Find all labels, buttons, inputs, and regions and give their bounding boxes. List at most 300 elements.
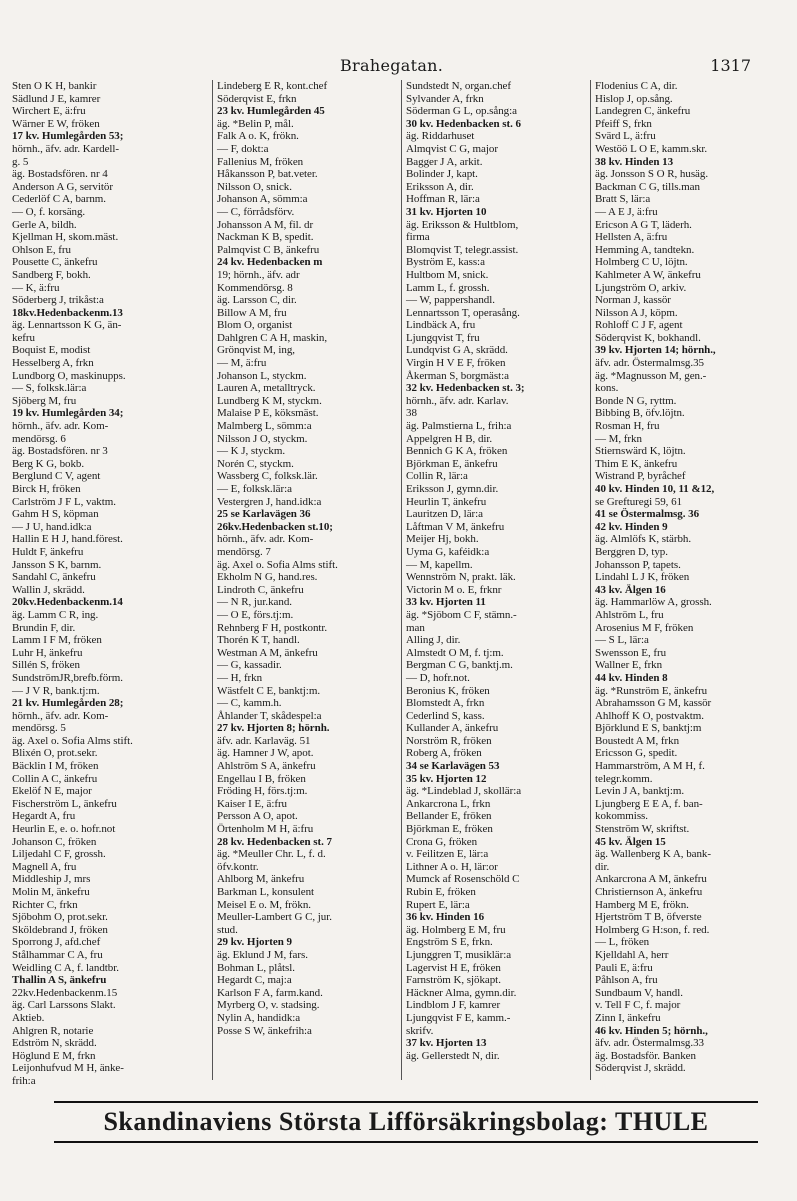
block-heading: 41 se Östermalmsg. 36 bbox=[595, 508, 700, 521]
directory-entry: Hoffman R, lär:a bbox=[406, 193, 480, 206]
directory-entry: mendörsg. 5 bbox=[12, 722, 66, 735]
directory-entry: Johansson P, tapets. bbox=[595, 558, 681, 571]
directory-entry: äg. Hamner J W, apot. bbox=[217, 747, 314, 760]
directory-entry: Björkman E, fröken bbox=[406, 823, 493, 836]
directory-entry: Gahm H S, köpman bbox=[12, 508, 99, 521]
directory-entry: Alling J, dir. bbox=[406, 634, 461, 647]
directory-entry: Jansson S K, barnm. bbox=[12, 558, 102, 571]
directory-entry: Bergman C G, banktj.m. bbox=[406, 659, 513, 672]
directory-entry: äg. Eriksson & Hultblom, bbox=[406, 218, 519, 231]
directory-entry: Lamm I F M, fröken bbox=[12, 634, 102, 647]
directory-entry: Billow A M, fru bbox=[217, 306, 287, 319]
directory-entry: Eriksson A, dir. bbox=[406, 180, 474, 193]
directory-entry: stud. bbox=[217, 923, 238, 936]
directory-entry: äg. Axel o. Sofia Alms stift. bbox=[217, 558, 338, 571]
directory-entry: firma bbox=[406, 231, 430, 244]
directory-entry: Pauli E, ä:fru bbox=[595, 961, 653, 974]
directory-entry: Ahlström S A, änkefru bbox=[217, 760, 316, 773]
directory-entry: Wirchert E, ä:fru bbox=[12, 105, 86, 118]
directory-entry: Hegardt C, maj:a bbox=[217, 974, 292, 987]
directory-entry: äg. Jonsson S O R, husäg. bbox=[595, 168, 709, 181]
directory-entry: äg. *Belin P, mål. bbox=[217, 117, 294, 130]
directory-entry: Låftman V M, änkefru bbox=[406, 520, 505, 533]
directory-entry: — J V R, bank.tj:m. bbox=[12, 684, 100, 697]
directory-entry: Anderson A G, servitör bbox=[12, 180, 113, 193]
directory-entry: Lithner A o. H, lär:or bbox=[406, 860, 498, 873]
directory-entry: Ohlson E, fru bbox=[12, 243, 71, 256]
directory-entry: äg. Bostadsfören. nr 4 bbox=[12, 168, 108, 181]
directory-entry: Wallner E, frkn bbox=[595, 659, 663, 672]
directory-entry: Ljunggren T, musiklär:a bbox=[406, 948, 512, 961]
directory-entry: SundströmJR,brefb.förm. bbox=[12, 671, 123, 684]
directory-entry: Bolinder J, kapt. bbox=[406, 168, 478, 181]
directory-entry: Björkman E, änkefru bbox=[406, 457, 498, 470]
directory-entry: — S, folksk.lär:a bbox=[12, 382, 87, 395]
directory-entry: Höglund E M, frkn bbox=[12, 1049, 96, 1062]
directory-entry: Zinn I, änkefru bbox=[595, 1011, 661, 1024]
directory-entry: v. Tell F C, f. major bbox=[595, 999, 681, 1012]
directory-entry: — M, ä:fru bbox=[217, 357, 267, 370]
directory-entry: Roberg A, fröken bbox=[406, 747, 482, 760]
directory-entry: Stenström W, skriftst. bbox=[595, 823, 690, 836]
block-heading: 46 kv. Hinden 5; hörnh., bbox=[595, 1024, 708, 1037]
directory-entry: Hallin E H J, hand.förest. bbox=[12, 533, 123, 546]
directory-entry: Cederlöf C A, barnm. bbox=[12, 193, 107, 206]
directory-entry: — H, frkn bbox=[217, 671, 263, 684]
block-heading: Thallin A S, änkefru bbox=[12, 974, 107, 987]
directory-entry: Ljungqvist T, fru bbox=[406, 331, 480, 344]
directory-entry: Molin M, änkefru bbox=[12, 886, 90, 898]
directory-entry: Söderqvist E, frkn bbox=[217, 92, 297, 105]
directory-entry: Westöö L O E, kamm.skr. bbox=[595, 142, 708, 155]
directory-entry: Lundborg O, maskinupps. bbox=[12, 369, 126, 382]
directory-entry: Kullander A, änkefru bbox=[406, 722, 499, 735]
directory-entry: Kjellman H, skom.mäst. bbox=[12, 231, 119, 244]
directory-entry: Victorin M o. E, frknr bbox=[406, 583, 502, 596]
directory-entry: frih:a bbox=[12, 1074, 36, 1087]
directory-entry: Ericsson G, spedit. bbox=[595, 747, 678, 760]
directory-entry: Boustedt A M, frkn bbox=[595, 734, 680, 747]
directory-entry: — O, f. korsäng. bbox=[12, 205, 86, 218]
block-heading: 18kv.Hedenbackenm.13 bbox=[12, 306, 123, 319]
street-heading: Brahegatan. bbox=[340, 56, 444, 75]
directory-entry: Sillén S, fröken bbox=[12, 659, 80, 672]
directory-entry: Backman C G, tills.man bbox=[595, 180, 700, 193]
directory-entry: man bbox=[406, 621, 425, 634]
directory-entry: Kommendörsg. 8 bbox=[217, 281, 293, 294]
directory-entry: Fischerström L, änkefru bbox=[12, 797, 117, 810]
directory-entry: Hislop J, op.sång. bbox=[595, 92, 673, 105]
directory-entry: Lindeberg E R, kont.chef bbox=[217, 80, 328, 92]
directory-entry: Johansson A M, fil. dr bbox=[217, 218, 314, 231]
directory-entry: Collin R, lär:a bbox=[406, 470, 468, 483]
directory-entry: hörnh., äfv. adr. Kom- bbox=[12, 709, 109, 722]
directory-entry: kefru bbox=[12, 331, 35, 344]
directory-entry: Lagervist H E, fröken bbox=[406, 961, 501, 974]
directory-entry: Thim E K, änkefru bbox=[595, 457, 678, 470]
directory-entry: Lundqvist G A, skrädd. bbox=[406, 344, 508, 357]
directory-entry: Johanson L, styckm. bbox=[217, 369, 307, 382]
directory-entry: Sandberg F, bokh. bbox=[12, 268, 91, 281]
directory-entry: Norén C, styckm. bbox=[217, 457, 294, 470]
directory-entry: Dahlgren C A H, maskin, bbox=[217, 331, 328, 344]
directory-entry: Fröding H, förs.tj:m. bbox=[217, 785, 308, 798]
directory-entry: — E, folksk.lär:a bbox=[217, 483, 292, 495]
block-heading: 35 kv. Hjorten 12 bbox=[406, 772, 487, 785]
directory-entry: äg. Eklund J M, fars. bbox=[217, 948, 308, 961]
block-heading: 44 kv. Hinden 8 bbox=[595, 671, 668, 684]
block-heading: 43 kv. Älgen 16 bbox=[595, 583, 666, 596]
block-heading: 30 kv. Hedenbacken st. 6 bbox=[406, 117, 521, 130]
directory-entry: Bibbing B, öfv.löjtn. bbox=[595, 407, 685, 420]
page-number: 1317 bbox=[710, 56, 751, 75]
directory-entry: Söderqvist K, bokhandl. bbox=[595, 331, 701, 344]
directory-entry: äg. Holmberg E M, fru bbox=[406, 923, 506, 936]
directory-entry: Persson A O, apot. bbox=[217, 810, 298, 823]
directory-entry: äg. Gellerstedt N, dir. bbox=[406, 1049, 500, 1062]
directory-entry: Karlson F A, farm.kand. bbox=[217, 986, 323, 999]
directory-entry: Söderman G L, op.sång:a bbox=[406, 105, 517, 118]
directory-entry: Hellsten A, ä:fru bbox=[595, 231, 668, 244]
directory-entry: Berglund C V, agent bbox=[12, 470, 101, 483]
directory-entry: Carlström J F L, vaktm. bbox=[12, 495, 116, 508]
block-heading: 19 kv. Humlegården 34; bbox=[12, 407, 124, 420]
directory-entry: Palmqvist C B, änkefru bbox=[217, 243, 320, 256]
directory-entry: — M, kapellm. bbox=[406, 558, 473, 571]
directory-entry: Åkerman S, borgmäst:a bbox=[406, 369, 509, 382]
directory-entry: Vestergren J, hand.idk:a bbox=[217, 495, 322, 508]
directory-entry: Ahlborg M, änkefru bbox=[217, 873, 305, 886]
block-heading: 23 kv. Humlegården 45 bbox=[217, 105, 325, 118]
directory-entry: Lindahl L J K, fröken bbox=[595, 571, 690, 584]
directory-entry: Berg K G, bokb. bbox=[12, 457, 85, 470]
directory-entry: Ljungqvist F E, kamm.- bbox=[406, 1011, 511, 1024]
directory-entry: Thorén K T, handl. bbox=[217, 634, 300, 647]
directory-entry: Brundin F, dir. bbox=[12, 621, 76, 634]
directory-entry: Bellander E, fröken bbox=[406, 810, 492, 823]
directory-entry: Kahlmeter A W, änkefru bbox=[595, 268, 701, 281]
page-header bbox=[0, 56, 797, 78]
directory-entry: — D, hofr.not. bbox=[406, 671, 470, 684]
directory-entry: Sylvander A, frkn bbox=[406, 92, 484, 105]
directory-entry: — O E, förs.tj:m. bbox=[217, 608, 294, 621]
directory-entry: Ahlgren R, notarie bbox=[12, 1024, 94, 1037]
directory-entry: Ljungström O, arkiv. bbox=[595, 281, 687, 294]
directory-entry: äfv. adr. Karlaväg. 51 bbox=[217, 734, 311, 747]
directory-entry: Bonde N G, ryttm. bbox=[595, 394, 677, 407]
directory-entry: Rehnberg F H, postkontr. bbox=[217, 621, 328, 634]
directory-entry: Sjöberg M, fru bbox=[12, 394, 77, 407]
directory-entry: Lamm L, f. grossh. bbox=[406, 281, 490, 294]
directory-entry: Nilsson O, snick. bbox=[217, 180, 292, 193]
directory-entry: Malaise P E, köksmäst. bbox=[217, 407, 319, 420]
directory-entry: öfv.kontr. bbox=[217, 860, 259, 873]
directory-entry: Birck H, fröken bbox=[12, 483, 81, 495]
directory-entry: Holmberg G H:son, f. red. bbox=[595, 923, 710, 936]
directory-entry: äg. Hammarlöw A, grossh. bbox=[595, 596, 712, 609]
directory-entry: Myrberg O, v. stadsing. bbox=[217, 999, 320, 1012]
advertisement-text: Skandinaviens Största Lifförsäkringsbolag: THULE bbox=[103, 1107, 709, 1136]
block-heading: 34 se Karlavägen 53 bbox=[406, 760, 500, 773]
directory-entry: — L, fröken bbox=[595, 936, 650, 949]
directory-entry: Hultbom M, snick. bbox=[406, 268, 489, 281]
directory-entry: Crona G, fröken bbox=[406, 835, 478, 848]
directory-entry: Lennartsson T, operasång. bbox=[406, 306, 520, 319]
directory-entry: Lindblom J F, kamrer bbox=[406, 999, 501, 1012]
directory-entry: — K J, styckm. bbox=[217, 445, 286, 458]
directory-entry: Nilsson A J, köpm. bbox=[595, 306, 678, 319]
directory-entry: Nilsson J O, styckm. bbox=[217, 432, 308, 445]
directory-entry: Abrahamsson G M, kassör bbox=[595, 697, 712, 710]
directory-entry: Bennich G K A, fröken bbox=[406, 445, 508, 458]
column-1 bbox=[12, 80, 206, 1087]
directory-entry: g. 5 bbox=[12, 155, 29, 168]
directory-entry: — M, frkn bbox=[595, 432, 642, 445]
directory-entry: Virgin H V E F, fröken bbox=[406, 357, 506, 370]
directory-entry: äg. Carl Larssons Slakt. bbox=[12, 999, 116, 1012]
directory-entry: äfv. adr. Östermalmsg.35 bbox=[595, 357, 704, 370]
directory-entry: Wästfelt C E, banktj:m. bbox=[217, 684, 321, 697]
directory-entry: Söderqvist J, skrädd. bbox=[595, 1062, 686, 1075]
directory-entry: Heurlin T, änkefru bbox=[406, 495, 487, 508]
directory-entry: Flodenius C A, dir. bbox=[595, 80, 678, 92]
directory-entry: Hegardt A, fru bbox=[12, 810, 76, 823]
directory-entry: Bohman L, plåtsl. bbox=[217, 961, 295, 974]
directory-entry: äg. *Sjöbom C F, stämn.- bbox=[406, 608, 517, 621]
directory-entry: äg. Bostadsför. Banken bbox=[595, 1049, 696, 1062]
directory-entry: Pousette C, änkefru bbox=[12, 256, 98, 269]
directory-entry: äg. Bostadsfören. nr 3 bbox=[12, 445, 108, 458]
directory-entry: Blomstedt A, frkn bbox=[406, 697, 485, 710]
directory-entry: Leijonhufvud M H, änke- bbox=[12, 1062, 124, 1075]
directory-entry: se Grefturegi 59, 61 bbox=[595, 495, 682, 508]
directory-entry: Lindroth C, änkefru bbox=[217, 583, 304, 596]
directory-entry: — N R, jur.kand. bbox=[217, 596, 292, 609]
directory-entry: Meuller-Lambert G C, jur. bbox=[217, 911, 332, 924]
directory-entry: Blom O, organist bbox=[217, 319, 293, 332]
directory-entry: Westman A M, änkefru bbox=[217, 646, 318, 659]
directory-entry: äg. Larsson C, dir. bbox=[217, 294, 297, 307]
directory-entry: äg. *Meuller Chr. L, f. d. bbox=[217, 848, 326, 861]
directory-entry: Falk A o. K, frökn. bbox=[217, 130, 299, 143]
directory-entry: Åhlander T, skådespel:a bbox=[217, 709, 322, 722]
directory-entry: Håkansson P, bat.veter. bbox=[217, 168, 318, 181]
directory-entry: Rubin E, fröken bbox=[406, 886, 476, 898]
directory-entry: — A E J, ä:fru bbox=[595, 205, 658, 218]
directory-entry: Wennström N, prakt. läk. bbox=[406, 571, 516, 584]
directory-entry: Malmberg L, sömm:a bbox=[217, 420, 312, 433]
directory-entry: Beronius K, fröken bbox=[406, 684, 490, 697]
directory-entry: Lundberg K M, styckm. bbox=[217, 394, 322, 407]
directory-entry: Fallenius M, fröken bbox=[217, 155, 304, 168]
directory-entry: Hamberg M E, frökn. bbox=[595, 898, 689, 911]
directory-entry: äfv. adr. Östermalmsg.33 bbox=[595, 1037, 704, 1050]
directory-entry: Rupert E, lär:a bbox=[406, 898, 470, 911]
directory-entry: Sundbaum V, handl. bbox=[595, 986, 683, 999]
block-heading: 37 kv. Hjorten 13 bbox=[406, 1037, 487, 1050]
directory-entry: Bäcklin I M, fröken bbox=[12, 760, 99, 773]
directory-entry: Kaiser I E, ä:fru bbox=[217, 797, 288, 810]
directory-entry: Magnell A, fru bbox=[12, 860, 77, 873]
block-heading: 25 se Karlavägen 36 bbox=[217, 508, 311, 521]
directory-entry: Luhr H, änkefru bbox=[12, 646, 83, 659]
directory-entry: Pfeiff S, frkn bbox=[595, 117, 652, 130]
block-heading: 40 kv. Hinden 10, 11 &12, bbox=[595, 483, 715, 495]
directory-entry: hörnh., äfv. adr. Kom- bbox=[12, 420, 109, 433]
block-heading: 21 kv. Humlegården 28; bbox=[12, 697, 124, 710]
directory-entry: Stålhammar C A, fru bbox=[12, 948, 103, 961]
directory-entry: Hammarström, A M H, f. bbox=[595, 760, 705, 773]
directory-entry: Middleship J, mrs bbox=[12, 873, 91, 886]
directory-entry: Engellau I B, fröken bbox=[217, 772, 306, 785]
directory-entry: Sporrong J, afd.chef bbox=[12, 936, 101, 949]
block-heading: 42 kv. Hinden 9 bbox=[595, 520, 668, 533]
directory-entry: Sköldebrand J, fröken bbox=[12, 923, 108, 936]
directory-entry: Uyma G, kaféidk:a bbox=[406, 545, 490, 558]
footer-advertisement bbox=[54, 1101, 758, 1143]
directory-entry: Johanson A, sömm:a bbox=[217, 193, 308, 206]
column-3 bbox=[401, 80, 590, 1080]
directory-entry: Nackman K B, spedit. bbox=[217, 231, 314, 244]
directory-entry: Wärner E W, fröken bbox=[12, 117, 100, 130]
directory-entry: Norman J, kassör bbox=[595, 294, 671, 307]
directory-entry: Wassberg C, folksk.lär. bbox=[217, 470, 318, 483]
directory-entry: Sten O K H, bankir bbox=[12, 80, 97, 92]
directory-entry: Häckner Alma, gymn.dir. bbox=[406, 986, 517, 999]
block-heading: 39 kv. Hjorten 14; hörnh., bbox=[595, 344, 716, 357]
directory-entry: Bagger J A, arkit. bbox=[406, 155, 483, 168]
directory-entry: Levin J A, banktj:m. bbox=[595, 785, 685, 798]
directory-entry: kons. bbox=[595, 382, 619, 395]
directory-entry: äg. *Lindeblad J, skollär:a bbox=[406, 785, 522, 798]
directory-entry: Eriksson J, gymn.dir. bbox=[406, 483, 499, 495]
directory-entry: Lindbäck A, fru bbox=[406, 319, 476, 332]
directory-entry: dir. bbox=[595, 860, 610, 873]
block-heading: 32 kv. Hedenbacken st. 3; bbox=[406, 382, 525, 395]
directory-entry: Cederlind S, kass. bbox=[406, 709, 485, 722]
directory-entry: Barkman L, konsulent bbox=[217, 886, 315, 898]
directory-entry: — K, ä:fru bbox=[12, 281, 60, 294]
directory-entry: Ahlhoff K O, postvaktm. bbox=[595, 709, 704, 722]
directory-entry: v. Feilitzen E, lär:a bbox=[406, 848, 489, 861]
directory-entry: Söderberg J, trikåst:a bbox=[12, 294, 104, 307]
directory-entry: Weidling C A, f. landtbr. bbox=[12, 961, 119, 974]
directory-entry: — C, förrådsförv. bbox=[217, 205, 295, 218]
directory-entry: Appelgren H B, dir. bbox=[406, 432, 493, 445]
directory-entry: Huldt F, änkefru bbox=[12, 545, 84, 558]
directory-entry: 38 bbox=[406, 407, 417, 420]
directory-entry: Ljungberg E E A, f. ban- bbox=[595, 797, 703, 810]
block-heading: 36 kv. Hinden 16 bbox=[406, 911, 485, 924]
directory-entry: telegr.komm. bbox=[595, 772, 653, 785]
directory-entry: Nylin A, handidk:a bbox=[217, 1011, 301, 1024]
directory-entry: hörnh., äfv. adr. Kardell- bbox=[12, 142, 120, 155]
directory-entry: — J U, hand.idk:a bbox=[12, 520, 92, 533]
directory-entry: Hesselberg A, frkn bbox=[12, 357, 94, 370]
column-4 bbox=[590, 80, 773, 1080]
directory-entry: 22kv.Hedenbackenm.15 bbox=[12, 986, 118, 999]
block-heading: 31 kv. Hjorten 10 bbox=[406, 205, 487, 218]
directory-entry: Sundstedt N, organ.chef bbox=[406, 80, 511, 92]
directory-entry: — G, kassadir. bbox=[217, 659, 282, 672]
directory-columns bbox=[12, 80, 772, 1087]
directory-entry: — F, dokt:a bbox=[217, 142, 269, 155]
directory-entry: kokommiss. bbox=[595, 810, 648, 823]
directory-entry: Lauritzen D, lär:a bbox=[406, 508, 483, 521]
block-heading: 17 kv. Humlegården 53; bbox=[12, 130, 124, 143]
directory-entry: Almstedt O M, f. tj:m. bbox=[406, 646, 504, 659]
directory-entry: Sjöbohm O, prot.sekr. bbox=[12, 911, 108, 924]
directory-entry: Wistrand P, byråchef bbox=[595, 470, 686, 483]
directory-entry: — C, kamm.h. bbox=[217, 697, 282, 710]
directory-entry: Ahlström L, fru bbox=[595, 608, 664, 621]
directory-entry: Sandahl C, änkefru bbox=[12, 571, 96, 584]
directory-entry: hörnh., äfv. adr. Karlav. bbox=[406, 394, 509, 407]
block-heading: 27 kv. Hjorten 8; hörnh. bbox=[217, 722, 330, 735]
directory-entry: Kjelldahl A, herr bbox=[595, 948, 669, 961]
block-heading: 29 kv. Hjorten 9 bbox=[217, 936, 292, 949]
directory-entry: Aktieb. bbox=[12, 1011, 45, 1024]
directory-entry: Blomqvist T, telegr.assist. bbox=[406, 243, 519, 256]
directory-entry: Swensson E, fru bbox=[595, 646, 667, 659]
directory-entry: äg. Axel o. Sofia Alms stift. bbox=[12, 734, 133, 747]
directory-entry: — W, pappershandl. bbox=[406, 294, 495, 307]
directory-entry: äg. Lennartsson K G, än- bbox=[12, 319, 122, 332]
directory-entry: Lauren A, metalltryck. bbox=[217, 382, 316, 395]
block-heading: 38 kv. Hinden 13 bbox=[595, 155, 674, 168]
directory-entry: Örtenholm M H, ä:fru bbox=[217, 823, 314, 836]
directory-entry: skrifv. bbox=[406, 1024, 434, 1037]
directory-entry: Collin A C, änkefru bbox=[12, 772, 98, 785]
directory-entry: Rosman H, fru bbox=[595, 420, 660, 433]
directory-entry: Meijer Hj, bokh. bbox=[406, 533, 479, 546]
directory-entry: Bratt S, lär:a bbox=[595, 193, 651, 206]
directory-entry: Gerle A, bildh. bbox=[12, 218, 77, 231]
directory-entry: Byström E, kass:a bbox=[406, 256, 485, 269]
directory-entry: Ankarcrona L, frkn bbox=[406, 797, 491, 810]
directory-entry: äg. Lamm C R, ing. bbox=[12, 608, 99, 621]
block-heading: 20kv.Hedenbackenm.14 bbox=[12, 596, 123, 609]
block-heading: 24 kv. Hedenbacken m bbox=[217, 256, 323, 269]
directory-entry: Landegren C, änkefru bbox=[595, 105, 691, 118]
directory-entry: Edström N, skrädd. bbox=[12, 1037, 97, 1050]
directory-entry: Farnström K, sjökapt. bbox=[406, 974, 501, 987]
directory-entry: Wallin J, skrädd. bbox=[12, 583, 85, 596]
directory-entry: Berggren D, typ. bbox=[595, 545, 668, 558]
directory-entry: Ericson A G T, läderh. bbox=[595, 218, 692, 231]
block-heading: 28 kv. Hedenbacken st. 7 bbox=[217, 835, 332, 848]
directory-entry: Johanson C, fröken bbox=[12, 835, 97, 848]
directory-entry: äg. Almlöfs K, stärbh. bbox=[595, 533, 692, 546]
directory-entry: Ankarcrona A M, änkefru bbox=[595, 873, 707, 886]
directory-entry: Meisel E o. M, frökn. bbox=[217, 898, 311, 911]
directory-entry: äg. Palmstierna L, frih:a bbox=[406, 420, 512, 433]
directory-entry: Hemming A, tandtekn. bbox=[595, 243, 695, 256]
directory-entry: Påhlson A, fru bbox=[595, 974, 658, 987]
directory-entry: Blixén O, prot.sekr. bbox=[12, 747, 98, 760]
directory-entry: äg. *Runström E, änkefru bbox=[595, 684, 708, 697]
directory-entry: Holmberg C U, löjtn. bbox=[595, 256, 688, 269]
directory-entry: Liljedahl C F, grossh. bbox=[12, 848, 106, 861]
directory-entry: Norström R, fröken bbox=[406, 734, 492, 747]
directory-entry: Boquist E, modist bbox=[12, 344, 91, 357]
directory-entry: — S L, lär:a bbox=[595, 634, 649, 647]
directory-entry: Grönqvist M, ing, bbox=[217, 344, 295, 357]
directory-entry: 19; hörnh., äfv. adr bbox=[217, 268, 300, 281]
directory-entry: Stiernswärd K, löjtn. bbox=[595, 445, 686, 458]
directory-entry: Posse S W, änkefrih:a bbox=[217, 1024, 312, 1037]
directory-entry: äg. Riddarhuset bbox=[406, 130, 475, 143]
